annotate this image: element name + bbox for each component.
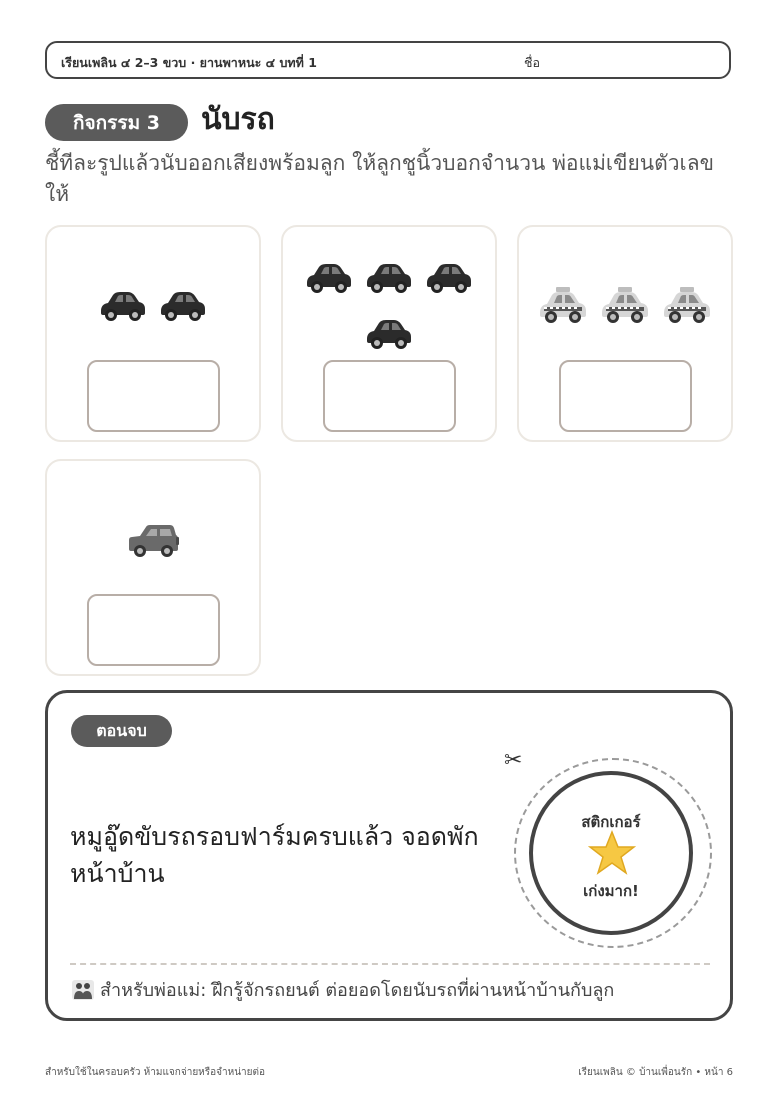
parent-note (72, 975, 614, 1004)
black-car-icon (97, 287, 149, 323)
count-card-2 (281, 225, 497, 442)
scissors-icon: ✂ (504, 748, 523, 773)
count-card-4 (45, 459, 261, 676)
parent-note-text: สำหรับพ่อแม่: ฝึกรู้จักรถยนต์ ต่อยอดโดยนับรถที่ผ่านหน้าบ้านกับลูก (100, 980, 615, 1001)
ending-label: ตอนจบ (71, 715, 172, 747)
sticker-top-text: สติกเกอร์ (581, 813, 641, 831)
black-car-icon (363, 315, 415, 351)
worksheet-title: เรียนเพลิน ๔ 2–3 ขวบ · ยานพาหนะ ๔ บทที่ 1 (61, 55, 317, 70)
taxi-icon (598, 285, 652, 325)
answer-box[interactable] (87, 360, 220, 432)
count-card-3 (517, 225, 733, 442)
black-car-icon (157, 287, 209, 323)
taxi-icon (536, 285, 590, 325)
ending-text: หมูอู๊ดขับรถรอบฟาร์มครบแล้ว จอดพักหน้าบ้าน (70, 822, 479, 888)
star-icon (588, 830, 636, 876)
activity-number-badge: กิจกรรม 3 (45, 104, 188, 141)
black-car-icon (423, 259, 475, 295)
taxi-icon (660, 285, 714, 325)
vehicle-group (519, 285, 731, 325)
vehicle-group (47, 287, 259, 323)
worksheet-header (45, 41, 731, 79)
activity-instructions: ชี้ทีละรูปแล้วนับออกเสียงพร้อมลูก ให้ลูกชูนิ้วบอกจำนวน พ่อแม่เขียนตัวเลขให้ (45, 151, 714, 206)
answer-box[interactable] (559, 360, 692, 432)
suv-icon (126, 519, 180, 559)
answer-box[interactable] (323, 360, 456, 432)
black-car-icon (363, 259, 415, 295)
divider (70, 963, 710, 965)
footer-copyright-notice: สำหรับใช้ในครอบครัว ห้ามแจกจ่ายหรือจำหน่ายต่อ (45, 1067, 266, 1078)
footer-page-info: เรียนเพลิน © บ้านเพื่อนรัก • หน้า 6 (578, 1067, 733, 1078)
count-card-1 (45, 225, 261, 442)
vehicle-group (283, 315, 495, 351)
sticker-bottom-text: เก่งมาก! (583, 882, 639, 900)
activity-title: นับรถ (201, 102, 275, 137)
black-car-icon (303, 259, 355, 295)
ending-panel (45, 690, 733, 1021)
vehicle-group (283, 259, 495, 295)
answer-box[interactable] (87, 594, 220, 666)
family-icon (72, 980, 94, 1000)
vehicle-group (47, 519, 259, 559)
name-label: ชื่อ (524, 55, 540, 70)
